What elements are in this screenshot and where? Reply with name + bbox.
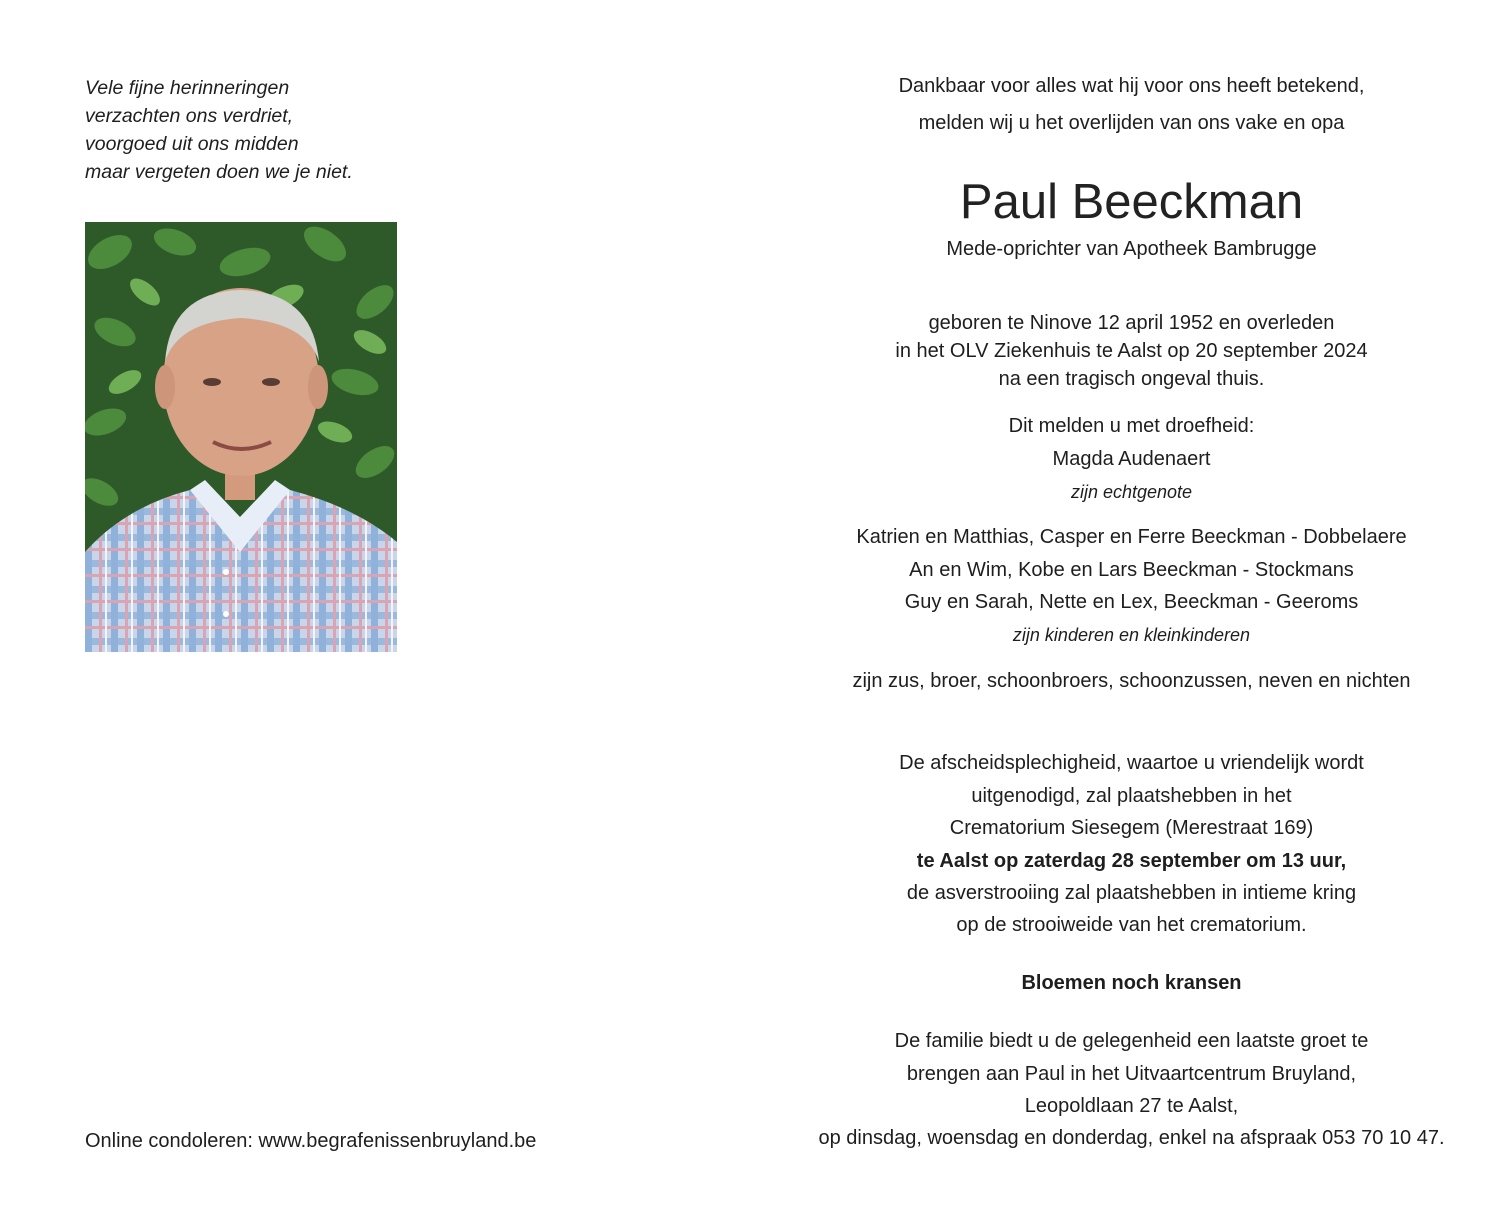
children-role: zijn kinderen en kleinkinderen [1012, 625, 1251, 645]
visit-line: brengen aan Paul in het Uitvaartcentrum Bruyland, [906, 1063, 1357, 1085]
children-line: An en Wim, Kobe en Lars Beeckman - Stockmans [909, 559, 1354, 581]
ceremony-line: de asverstrooiing zal plaatshebben in intieme kring [906, 882, 1357, 904]
ceremony-line: uitgenodigd, zal plaatshebben in het [971, 785, 1292, 807]
ceremony-line: op de strooiweide van het crematorium. [956, 914, 1307, 936]
spouse-name: Magda Audenaert [1052, 448, 1211, 470]
memorial-poem [85, 74, 505, 186]
visit-line: Leopoldlaan 27 te Aalst, [1024, 1095, 1239, 1117]
poem-line: Vele fijne herinneringen [85, 77, 290, 99]
online-condolences: Online condoleren: www.begrafenissenbruyland.be [85, 1130, 537, 1152]
ceremony-date: te Aalst op zaterdag 28 september om 13 uur, [916, 850, 1347, 872]
intro-line: Dankbaar voor alles wat hij voor ons heeft betekend, [898, 75, 1365, 97]
poem-line: verzachten ons verdriet, [85, 105, 294, 127]
mourners-intro: Dit melden u met droefheid: [1008, 415, 1255, 437]
birth-death-line: geboren te Ninove 12 april 1952 en overleden [928, 312, 1335, 334]
deceased-name: Paul Beeckman [959, 175, 1304, 229]
visit-line: De familie biedt u de gelegenheid een laatste groet te [894, 1030, 1369, 1052]
children-line: Guy en Sarah, Nette en Lex, Beeckman - Geeroms [904, 591, 1359, 613]
poem-line: voorgoed uit ons midden [85, 133, 299, 155]
flowers-note: Bloemen noch kransen [1021, 972, 1242, 994]
ceremony-line: De afscheidsplechigheid, waartoe u vriendelijk wordt [899, 752, 1364, 774]
children-line: Katrien en Matthias, Casper en Ferre Beeckman - Dobbelaere [856, 526, 1407, 548]
ceremony-line: Crematorium Siesegem (Merestraat 169) [949, 817, 1314, 839]
birth-death-line: in het OLV Ziekenhuis te Aalst op 20 september 2024 [895, 340, 1368, 362]
relatives-line: zijn zus, broer, schoonbroers, schoonzussen, neven en nichten [852, 670, 1411, 692]
intro-line: melden wij u het overlijden van ons vake en opa [918, 112, 1345, 134]
portrait-photo [85, 222, 397, 652]
spouse-role: zijn echtgenote [1070, 482, 1193, 502]
visit-line: op dinsdag, woensdag en donderdag, enkel na afspraak 053 70 10 47. [818, 1127, 1445, 1149]
poem-line: maar vergeten doen we je niet. [85, 161, 353, 183]
birth-death-line: na een tragisch ongeval thuis. [998, 368, 1265, 390]
deceased-subtitle: Mede-oprichter van Apotheek Bambrugge [946, 238, 1317, 260]
